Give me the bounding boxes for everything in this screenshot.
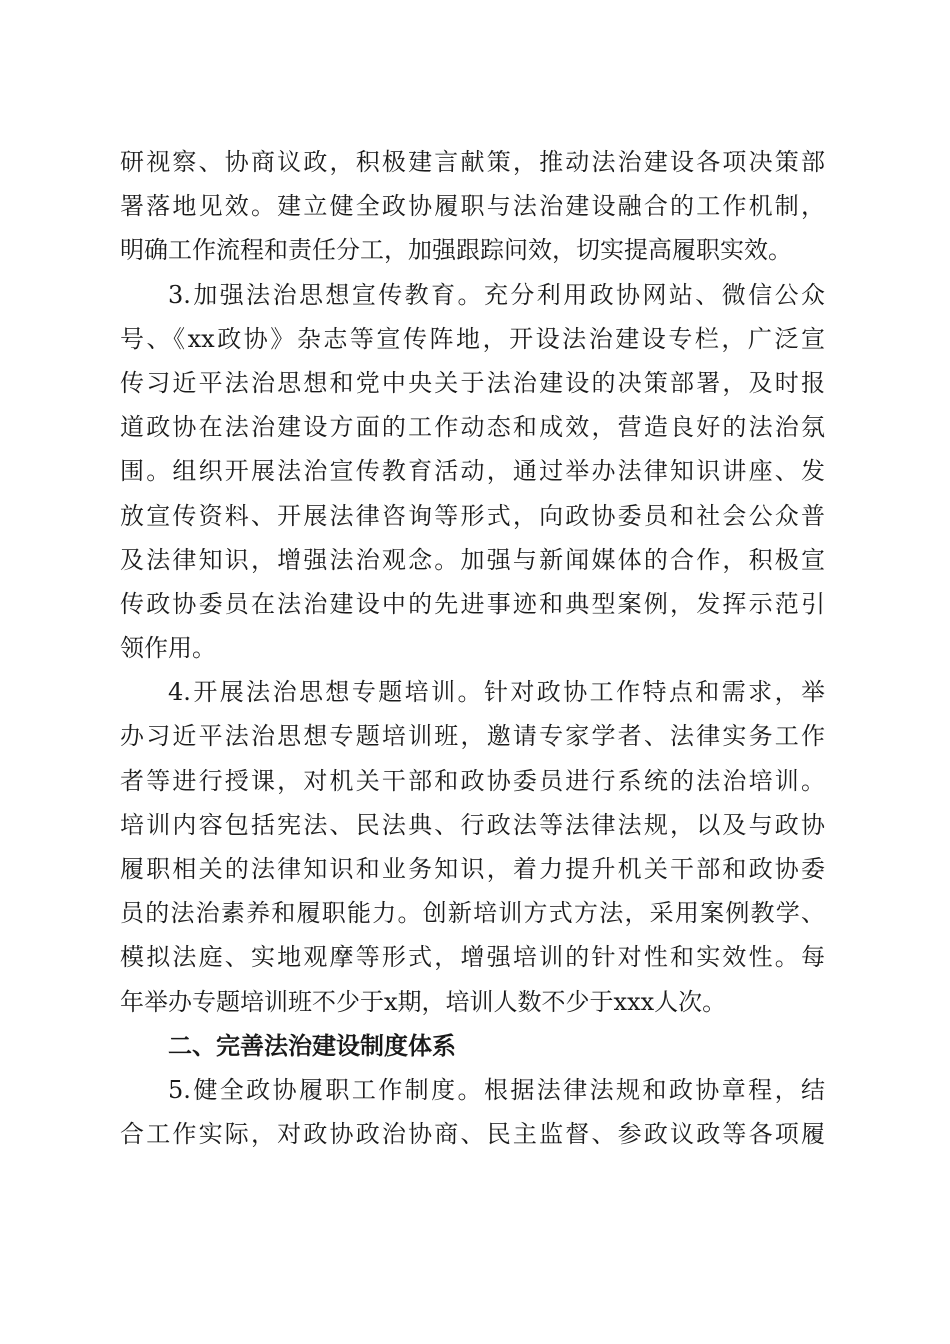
body-line: 年举办专题培训班不少于x期，培训人数不少于xxx人次。 xyxy=(120,987,727,1016)
body-line: 明确工作流程和责任分工，加强跟踪问效，切实提高履职实效。 xyxy=(120,236,792,265)
body-line: 放宣传资料、开展法律咨询等形式，向政协委员和社会公众普 xyxy=(120,501,825,530)
body-line: 道政协在法治建设方面的工作动态和成效，营造良好的法治氛 xyxy=(120,413,825,442)
body-line: 领作用。 xyxy=(120,634,216,663)
document-body xyxy=(120,140,825,1156)
body-line: 模拟法庭、实地观摩等形式，增强培训的针对性和实效性。每 xyxy=(120,943,825,972)
body-line: 研视察、协商议政，积极建言献策，推动法治建设各项决策部 xyxy=(120,148,825,176)
item-3-first-line: 3.加强法治思想宣传教育。充分利用政协网站、微信公众 xyxy=(168,280,825,309)
item-5-first-line: 5.健全政协履职工作制度。根据法律法规和政协章程，结 xyxy=(168,1075,825,1104)
section-heading: 二、完善法治建设制度体系 xyxy=(168,1031,456,1060)
body-line: 办习近平法治思想专题培训班，邀请专家学者、法律实务工作 xyxy=(120,722,825,751)
body-line: 署落地见效。建立健全政协履职与法治建设融合的工作机制， xyxy=(120,192,825,221)
body-line: 号、《xx政协》杂志等宣传阵地，开设法治建设专栏，广泛宣 xyxy=(120,324,825,353)
body-line: 培训内容包括宪法、民法典、行政法等法律法规，以及与政协 xyxy=(120,810,825,839)
body-line: 传习近平法治思想和党中央关于法治建设的决策部署，及时报 xyxy=(120,368,825,397)
body-line: 传政协委员在法治建设中的先进事迹和典型案例，发挥示范引 xyxy=(120,589,825,618)
body-line: 围。组织开展法治宣传教育活动，通过举办法律知识讲座、发 xyxy=(120,457,825,486)
body-line: 履职相关的法律知识和业务知识，着力提升机关干部和政协委 xyxy=(120,855,825,883)
body-line: 及法律知识，增强法治观念。加强与新闻媒体的合作，积极宣 xyxy=(120,545,825,574)
item-4-first-line: 4.开展法治思想专题培训。针对政协工作特点和需求，举 xyxy=(168,678,825,707)
body-line: 合工作实际，对政协政治协商、民主监督、参政议政等各项履 xyxy=(120,1120,825,1149)
body-line: 员的法治素养和履职能力。创新培训方式方法，采用案例教学、 xyxy=(120,899,825,928)
body-line: 者等进行授课，对机关干部和政协委员进行系统的法治培训。 xyxy=(120,766,825,795)
